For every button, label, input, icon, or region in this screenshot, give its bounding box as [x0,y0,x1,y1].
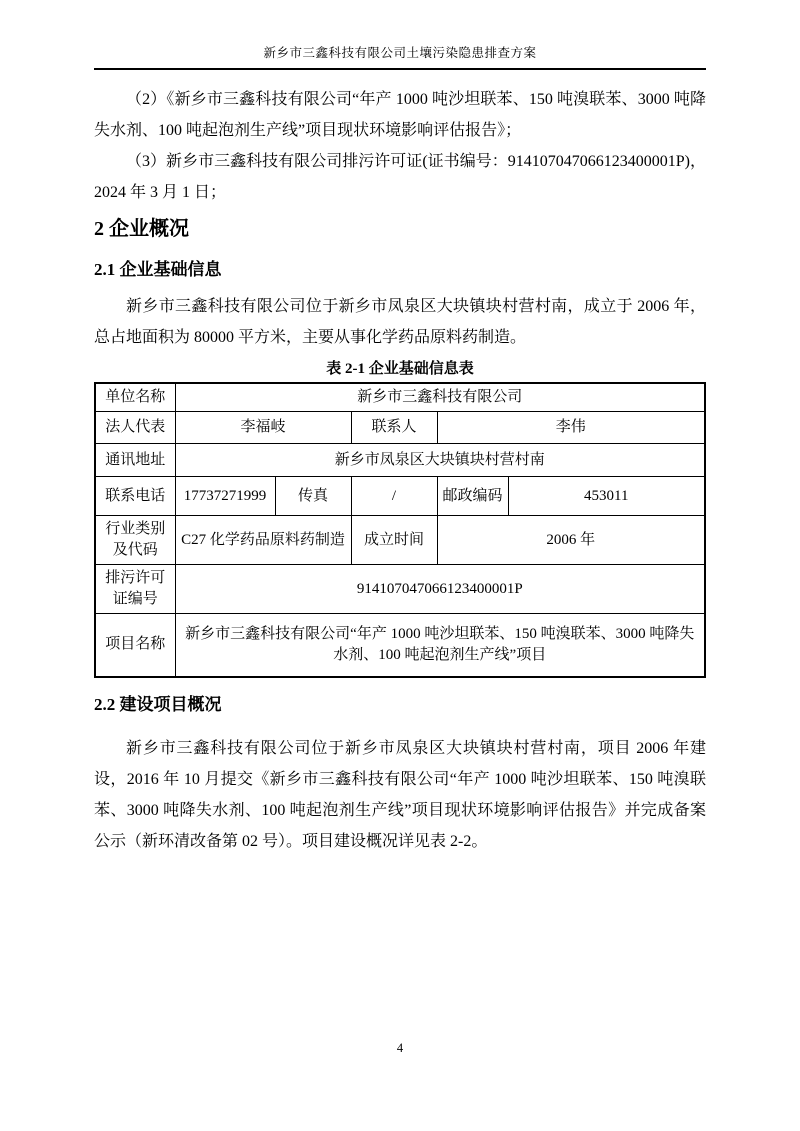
table-row-industry [95,516,705,565]
header-title: 新乡市三鑫科技有限公司土壤污染隐患排查方案 [263,46,537,60]
section-heading-2: 2 企业概况 [94,218,189,240]
page-footer [0,1040,800,1057]
value-permit-number: 914107047066123400001P [175,565,705,614]
page-number: 4 [396,1041,404,1055]
label-legal-rep: 法人代表 [95,412,175,444]
value-company-name: 新乡市三鑫科技有限公司 [175,383,705,412]
value-project-name: 新乡市三鑫科技有限公司“年产 1000 吨沙坦联苯、150 吨溴联苯、3000 吨降失水剂、100 吨起泡剂生产线”项目 [175,614,705,677]
label-address: 通讯地址 [95,444,175,477]
table-row-legal-rep [95,412,705,444]
label-project-name: 项目名称 [95,614,175,677]
label-phone: 联系电话 [95,477,175,516]
label-postal-code: 邮政编码 [437,477,508,516]
section-heading-2-1: 2.1 企业基础信息 [94,260,222,279]
label-contact-person: 联系人 [351,412,437,444]
table-row-project-name [95,614,705,677]
table-row-company-name [95,383,705,412]
table-row-address [95,444,705,477]
value-phone: 17737271999 [175,477,275,516]
page-header [94,0,706,70]
label-founded-date: 成立时间 [351,516,437,565]
company-info-table [94,382,706,678]
value-postal-code: 453011 [508,477,705,516]
label-permit-number: 排污许可证编号 [95,565,175,614]
label-fax: 传真 [275,477,351,516]
table-row-phone [95,477,705,516]
section-2-2-paragraph: 新乡市三鑫科技有限公司位于新乡市凤泉区大块镇块村营村南，项目 2006 年建设，2016 年 10 月提交《新乡市三鑫科技有限公司“年产 1000 吨沙坦联苯、150 吨溴联苯、3000 吨降失水剂、100 吨起泡剂生产线”项目现状环境影响评估报告》并完成备案公示（新环清改备第 02 号）。项目建设概况详见表 2-2。 [94,739,706,850]
table-row-permit-number [95,565,705,614]
reference-item-3: （3）新乡市三鑫科技有限公司排污许可证(证书编号：914107047066123400001P)，2024 年 3 月 1 日； [94,153,706,201]
table-caption: 表 2-1 企业基础信息表 [326,361,474,377]
value-fax: / [351,477,437,516]
value-legal-rep: 李福岐 [175,412,351,444]
section-heading-2-2: 2.2 建设项目概况 [94,694,222,714]
value-address: 新乡市凤泉区大块镇块村营村南 [175,444,705,477]
value-industry-code: C27 化学药品原料药制造 [175,516,351,565]
label-company-name: 单位名称 [95,383,175,412]
value-founded-date: 2006 年 [437,516,705,565]
section-2-1-paragraph: 新乡市三鑫科技有限公司位于新乡市凤泉区大块镇块村营村南，成立于 2006 年，总占地面积为 80000 平方米，主要从事化学药品原料药制造。 [94,298,706,346]
value-contact-person: 李伟 [437,412,705,444]
document-body [94,84,706,857]
label-industry-code: 行业类别及代码 [95,516,175,565]
reference-item-2: （2）《新乡市三鑫科技有限公司“年产 1000 吨沙坦联苯、150 吨溴联苯、3000 吨降失水剂、100 吨起泡剂生产线”项目现状环境影响评估报告》； [94,91,706,139]
